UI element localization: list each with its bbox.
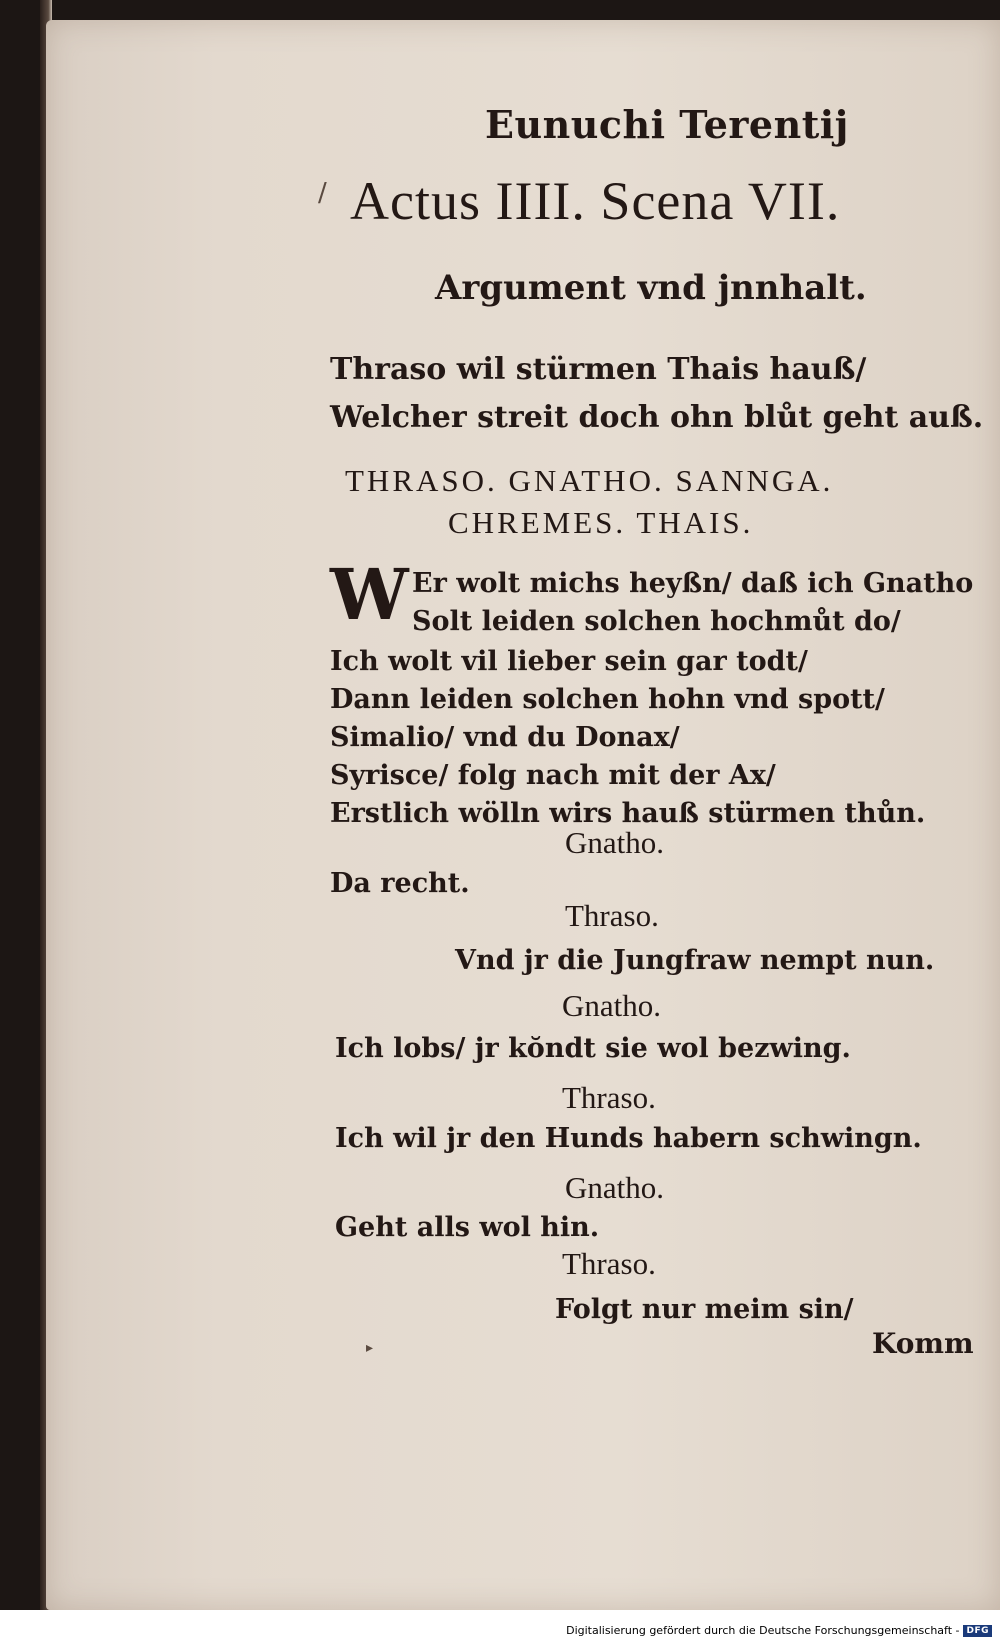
margin-tick-icon: /: [318, 178, 327, 208]
argument-heading: Argument vnd jnnhalt.: [435, 268, 867, 308]
dialogue-line: Geht alls wol hin.: [335, 1212, 600, 1243]
dialogue-line: Ich wil jr den Hunds habern schwingn.: [335, 1123, 922, 1154]
dialogue-line: Da recht.: [330, 868, 470, 899]
dialogue-line: Folgt nur meim sin/: [555, 1294, 854, 1325]
verse-line: Solt leiden solchen hochmůt do/: [412, 606, 901, 637]
act-title: Actus IIII. Scena VII.: [350, 171, 841, 231]
verse-line: Simalio/ vnd du Donax/: [330, 722, 680, 753]
speaker-name: Gnatho.: [565, 825, 665, 860]
argument-line: Thraso wil stürmen Thais hauß/: [330, 352, 867, 387]
credit-text: Digitalisierung gefördert durch die Deutsche Forschungsgemeinschaft -: [566, 1624, 960, 1637]
speaker-name: Thraso.: [565, 898, 659, 933]
speaker-name: Thraso.: [562, 1246, 656, 1281]
verse-line: Er wolt michs heyßn/ daß ich Gnatho: [412, 568, 974, 599]
running-head: Eunuchi Terentij: [485, 102, 849, 147]
margin-arrow-icon: ▸: [366, 1340, 374, 1356]
digitization-credit: [566, 1624, 992, 1637]
speaker-name: Gnatho.: [565, 1170, 665, 1205]
verse-line: Syrisce/ folg nach mit der Ax/: [330, 760, 776, 791]
verse-line: Ich wolt vil lieber sein gar todt/: [330, 646, 808, 677]
catchword: Komm: [872, 1327, 974, 1360]
cast-list: CHREMES. THAIS.: [448, 505, 754, 540]
dialogue-line: Vnd jr die Jungfraw nempt nun.: [455, 945, 935, 976]
verse-line: Dann leiden solchen hohn vnd spott/: [330, 684, 885, 715]
verse-line: Erstlich wölln wirs hauß stürmen thůn.: [330, 798, 926, 829]
cast-list: THRASO. GNATHO. SANNGA.: [345, 463, 834, 498]
speaker-name: Gnatho.: [562, 988, 662, 1023]
dfg-logo: DFG: [963, 1625, 992, 1637]
drop-cap: W: [330, 553, 409, 636]
argument-line: Welcher streit doch ohn blůt geht auß.: [330, 400, 984, 435]
dialogue-line: Ich lobs/ jr kŏndt sie wol bezwing.: [335, 1033, 851, 1064]
speaker-name: Thraso.: [562, 1080, 656, 1115]
